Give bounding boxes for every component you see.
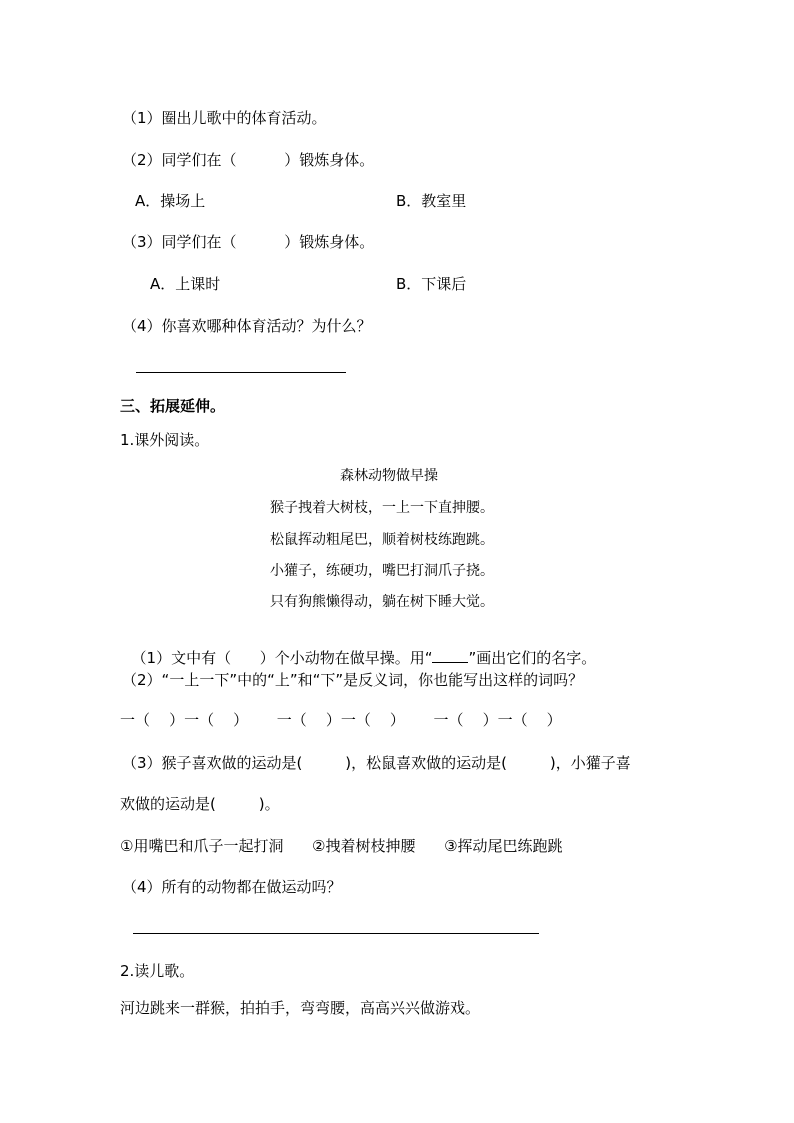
question-3-option-b: B．下课后: [396, 275, 467, 293]
reading-item-title: 1.课外阅读。: [120, 431, 210, 449]
answer-line-2: [133, 933, 539, 934]
poem-line: 猴子拽着大树枝，一上一下直抻腰。: [270, 500, 494, 516]
rhyme-item-title: 2.读儿歌。: [120, 962, 195, 980]
underline-symbol: [432, 648, 468, 663]
reading-question-3-cont: 欢做的运动是( )。: [120, 795, 280, 813]
question-3: （3）同学们在（ ）锻炼身体。: [122, 233, 375, 251]
reading-question-2: （2）“一上一下”中的“上”和“下”是反义词，你也能写出这样的词吗？: [122, 671, 584, 689]
poem-title: 森林动物做早操: [340, 468, 438, 484]
rhyme-text: 河边跳来一群猴，拍拍手，弯弯腰，高高兴兴做游戏。: [120, 999, 481, 1017]
poem-line: 只有狗熊懒得动，躺在树下睡大觉。: [270, 594, 494, 610]
poem-line: 松鼠挥动粗尾巴，顺着树枝练跑跳。: [270, 532, 494, 548]
question-3-option-a: A．上课时: [150, 275, 221, 293]
answer-line-1: [136, 372, 346, 373]
section-heading: 三、拓展延伸。: [120, 397, 226, 415]
poem-line: 小獾子，练硬功，嘴巴打洞爪子挠。: [270, 563, 494, 579]
reading-question-3: （3）猴子喜欢做的运动是( )，松鼠喜欢做的运动是( )，小獾子喜: [122, 754, 631, 772]
reading-question-3-options: ①用嘴巴和爪子一起打洞 ②拽着树枝抻腰 ③挥动尾巴练跑跳: [120, 837, 563, 855]
reading-question-1-end: ”画出它们的名字。: [468, 649, 597, 667]
question-1: （1）圈出儿歌中的体育活动。: [122, 109, 327, 127]
question-4: （4）你喜欢哪种体育活动？为什么？: [122, 317, 372, 335]
antonym-blanks: 一（ ）一（ ） 一（ ）一（ ） 一（ ）一（ ）: [120, 711, 562, 729]
reading-question-4: （4）所有的动物都在做运动吗？: [122, 878, 342, 896]
reading-question-1: [122, 628, 596, 668]
question-2-option-b: B．教室里: [396, 192, 467, 210]
question-2-option-a: A．操场上: [135, 192, 206, 210]
reading-question-1-text: （1）文中有（ ）个小动物在做早操。用“: [131, 649, 433, 667]
question-2: （2）同学们在（ ）锻炼身体。: [122, 151, 375, 169]
